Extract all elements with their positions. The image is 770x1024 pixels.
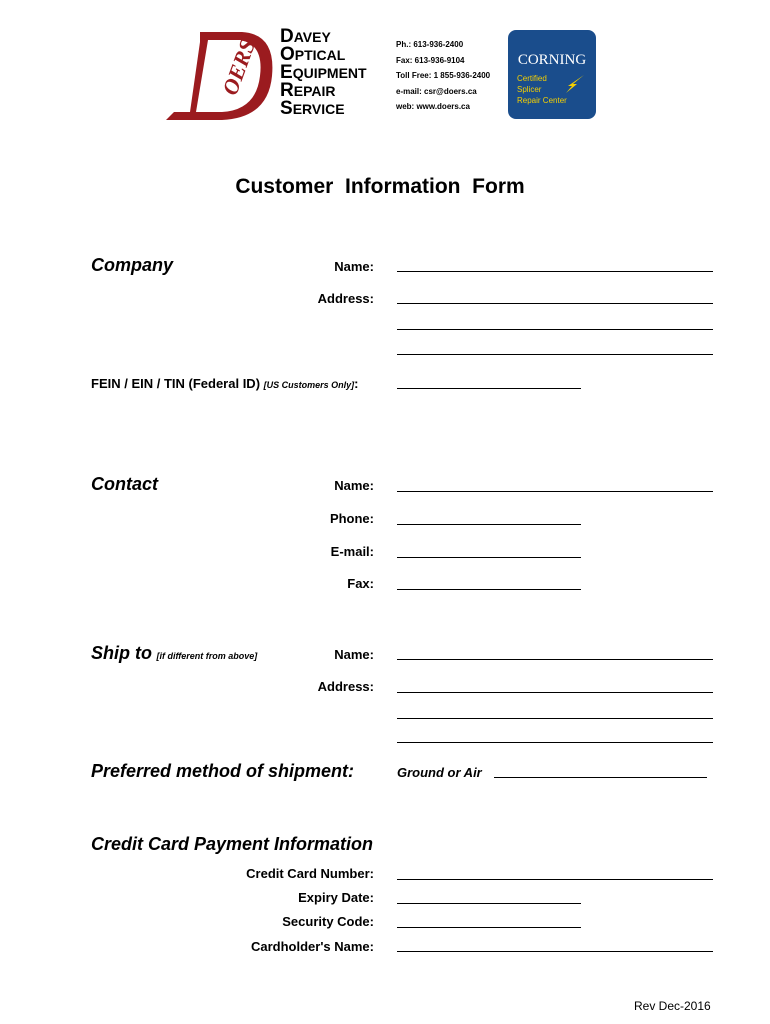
contact-name-label: Name: xyxy=(334,478,374,493)
contact-info xyxy=(396,38,490,115)
company-name-field[interactable] xyxy=(397,271,713,272)
shipment-value: Ground or Air xyxy=(397,765,482,780)
phone-text: Ph.: 613-936-2400 xyxy=(396,40,464,49)
expiry-label: Expiry Date: xyxy=(298,890,374,905)
shipment-field[interactable] xyxy=(494,777,707,778)
company-address-field-3[interactable] xyxy=(397,354,713,355)
ship-name-field[interactable] xyxy=(397,659,713,660)
contact-fax-label: Fax: xyxy=(347,576,374,591)
contact-heading: Contact xyxy=(91,474,158,494)
corning-title: CORNING xyxy=(517,52,587,68)
contact-email-field[interactable] xyxy=(397,557,581,558)
ship-address-field-2[interactable] xyxy=(397,718,713,719)
company-address-field-2[interactable] xyxy=(397,329,713,330)
logo-monogram-text: OERS xyxy=(217,35,261,99)
cardholder-field[interactable] xyxy=(397,951,713,952)
fein-note: [US Customers Only] xyxy=(263,380,355,390)
expiry-field[interactable] xyxy=(397,903,581,904)
doers-logo xyxy=(160,28,280,124)
corning-line2: Splicer xyxy=(517,85,542,94)
company-address-label: Address: xyxy=(317,291,374,306)
company-heading: Company xyxy=(91,255,174,275)
contact-fax-field[interactable] xyxy=(397,589,581,590)
cardholder-label: Cardholder's Name: xyxy=(250,939,374,954)
ship-address-field-1[interactable] xyxy=(397,692,713,693)
ship-note: [if different from above] xyxy=(156,651,258,661)
security-code-label: Security Code: xyxy=(282,914,374,929)
fein-field[interactable] xyxy=(397,388,581,389)
fein-label: FEIN / EIN / TIN (Federal ID) [US Customers Only]: xyxy=(91,376,359,391)
contact-phone-field[interactable] xyxy=(397,524,581,525)
contact-name-field[interactable] xyxy=(397,491,713,492)
corning-line1: Certified xyxy=(517,74,547,83)
ship-address-label: Address: xyxy=(317,679,374,694)
contact-email-label: E-mail: xyxy=(330,544,374,559)
payment-heading: Credit Card Payment Information xyxy=(91,834,374,854)
revision-text: Rev Dec-2016 xyxy=(634,999,711,1013)
card-number-label: Credit Card Number: xyxy=(246,866,374,881)
company-name-label: Name: xyxy=(334,259,374,274)
security-code-field[interactable] xyxy=(397,927,581,928)
page-title: Customer Information Form xyxy=(235,175,525,198)
tollfree-text: Toll Free: 1 855-936-2400 xyxy=(396,71,491,80)
shipment-heading: Preferred method of shipment: xyxy=(91,761,355,781)
lightning-icon xyxy=(564,74,586,94)
card-number-field[interactable] xyxy=(397,879,713,880)
ship-address-field-3[interactable] xyxy=(397,742,713,743)
company-wordmark: DAVEY OPTICAL EQUIPMENT REPAIR SERVICE xyxy=(280,26,367,119)
ship-name-label: Name: xyxy=(334,647,374,662)
corning-badge xyxy=(508,30,596,119)
company-address-field-1[interactable] xyxy=(397,303,713,304)
fax-text: Fax: 613-936-9104 xyxy=(396,55,465,65)
email-text: e-mail: csr@doers.ca xyxy=(396,86,477,96)
ship-heading: Ship to [if different from above] xyxy=(91,643,258,663)
contact-phone-label: Phone: xyxy=(329,511,374,526)
web-text: web: www.doers.ca xyxy=(396,102,470,111)
corning-line3: Repair Center xyxy=(517,96,567,105)
doers-monogram xyxy=(160,28,280,124)
